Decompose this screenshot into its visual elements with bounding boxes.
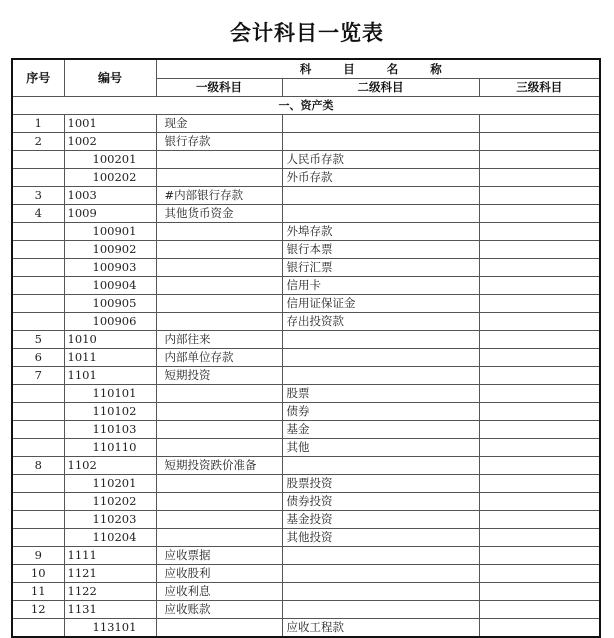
level1-cell: 应收账款 xyxy=(156,601,282,619)
level2-cell: 其他 xyxy=(282,439,479,457)
code-cell: 1131 xyxy=(64,601,156,619)
level2-cell: 银行本票 xyxy=(282,241,479,259)
seq-cell xyxy=(12,439,64,457)
code-cell: 110203 xyxy=(64,511,156,529)
header-level3: 三级科目 xyxy=(479,79,600,97)
seq-cell xyxy=(12,277,64,295)
table-row xyxy=(12,511,600,529)
table-row xyxy=(12,241,600,259)
level1-cell xyxy=(156,169,282,187)
level1-cell: 短期投资跌价准备 xyxy=(156,457,282,475)
table-row xyxy=(12,133,600,151)
table-row xyxy=(12,493,600,511)
level3-cell xyxy=(479,349,600,367)
level3-cell xyxy=(479,277,600,295)
level1-cell: 应收股利 xyxy=(156,565,282,583)
level1-cell xyxy=(156,421,282,439)
level3-cell xyxy=(479,115,600,133)
header-code: 编号 xyxy=(64,59,156,97)
code-cell: 100902 xyxy=(64,241,156,259)
table-row xyxy=(12,421,600,439)
table-row xyxy=(12,331,600,349)
level2-cell: 银行汇票 xyxy=(282,259,479,277)
level1-cell xyxy=(156,475,282,493)
level3-cell xyxy=(479,241,600,259)
code-cell: 1001 xyxy=(64,115,156,133)
level3-cell xyxy=(479,583,600,601)
level3-cell xyxy=(479,187,600,205)
header-level2: 二级科目 xyxy=(282,79,479,97)
seq-cell xyxy=(12,259,64,277)
seq-cell xyxy=(12,385,64,403)
table-row xyxy=(12,223,600,241)
code-cell: 1010 xyxy=(64,331,156,349)
level3-cell xyxy=(479,601,600,619)
level1-cell xyxy=(156,241,282,259)
seq-cell xyxy=(12,475,64,493)
seq-cell: 4 xyxy=(12,205,64,223)
level2-cell xyxy=(282,601,479,619)
level3-cell xyxy=(479,547,600,565)
level2-cell xyxy=(282,187,479,205)
table-row xyxy=(12,601,600,619)
level3-cell xyxy=(479,403,600,421)
table-row xyxy=(12,187,600,205)
table-row xyxy=(12,277,600,295)
header-subject-name: 科 目 名 称 xyxy=(156,59,600,79)
seq-cell: 3 xyxy=(12,187,64,205)
level1-cell: 应收票据 xyxy=(156,547,282,565)
code-cell: 100903 xyxy=(64,259,156,277)
level1-cell xyxy=(156,385,282,403)
level3-cell xyxy=(479,151,600,169)
level1-cell: 内部往来 xyxy=(156,331,282,349)
level1-cell xyxy=(156,313,282,331)
level3-cell xyxy=(479,223,600,241)
header-seq: 序号 xyxy=(12,59,64,97)
level3-cell xyxy=(479,421,600,439)
seq-cell xyxy=(12,421,64,439)
table-row xyxy=(12,439,600,457)
level2-cell xyxy=(282,565,479,583)
code-cell: 110101 xyxy=(64,385,156,403)
code-cell: 110110 xyxy=(64,439,156,457)
code-cell: 100202 xyxy=(64,169,156,187)
table-row xyxy=(12,151,600,169)
level3-cell xyxy=(479,493,600,511)
table-row xyxy=(12,457,600,475)
level3-cell xyxy=(479,529,600,547)
level2-cell: 信用卡 xyxy=(282,277,479,295)
seq-cell xyxy=(12,223,64,241)
level1-cell xyxy=(156,439,282,457)
level2-cell: 信用证保证金 xyxy=(282,295,479,313)
code-cell: 1121 xyxy=(64,565,156,583)
code-cell: 100905 xyxy=(64,295,156,313)
level3-cell xyxy=(479,385,600,403)
table-row xyxy=(12,475,600,493)
level3-cell xyxy=(479,367,600,385)
accounts-table xyxy=(11,58,601,638)
level2-cell: 基金投资 xyxy=(282,511,479,529)
code-cell: 100906 xyxy=(64,313,156,331)
code-cell: 1111 xyxy=(64,547,156,565)
level1-cell xyxy=(156,511,282,529)
level1-cell: 其他货币资金 xyxy=(156,205,282,223)
seq-cell xyxy=(12,493,64,511)
section-assets: 一、资产类 xyxy=(12,97,600,115)
code-cell: 110204 xyxy=(64,529,156,547)
seq-cell xyxy=(12,529,64,547)
level2-cell xyxy=(282,367,479,385)
code-cell: 110102 xyxy=(64,403,156,421)
level2-cell: 外埠存款 xyxy=(282,223,479,241)
seq-cell: 10 xyxy=(12,565,64,583)
level2-cell xyxy=(282,583,479,601)
level3-cell xyxy=(479,331,600,349)
level3-cell xyxy=(479,205,600,223)
level3-cell xyxy=(479,457,600,475)
seq-cell: 8 xyxy=(12,457,64,475)
level3-cell xyxy=(479,313,600,331)
level2-cell xyxy=(282,547,479,565)
code-cell: 1009 xyxy=(64,205,156,223)
level2-cell: 债券投资 xyxy=(282,493,479,511)
table-row xyxy=(12,367,600,385)
level1-cell: 现金 xyxy=(156,115,282,133)
level1-cell xyxy=(156,403,282,421)
seq-cell xyxy=(12,241,64,259)
level3-cell xyxy=(479,169,600,187)
level2-cell: 人民币存款 xyxy=(282,151,479,169)
level1-cell: 应收利息 xyxy=(156,583,282,601)
level2-cell: 股票投资 xyxy=(282,475,479,493)
level2-cell xyxy=(282,133,479,151)
code-cell: 110103 xyxy=(64,421,156,439)
level3-cell xyxy=(479,295,600,313)
level2-cell: 股票 xyxy=(282,385,479,403)
seq-cell: 7 xyxy=(12,367,64,385)
table-row xyxy=(12,547,600,565)
table-row xyxy=(12,205,600,223)
level2-cell: 外币存款 xyxy=(282,169,479,187)
code-cell: 1002 xyxy=(64,133,156,151)
code-cell: 113101 xyxy=(64,619,156,638)
seq-cell: 12 xyxy=(12,601,64,619)
table-row xyxy=(12,565,600,583)
code-cell: 1011 xyxy=(64,349,156,367)
level1-cell: #内部银行存款 xyxy=(156,187,282,205)
level3-cell xyxy=(479,133,600,151)
seq-cell xyxy=(12,169,64,187)
level2-cell xyxy=(282,115,479,133)
level2-cell: 其他投资 xyxy=(282,529,479,547)
seq-cell: 9 xyxy=(12,547,64,565)
seq-cell xyxy=(12,403,64,421)
level1-cell xyxy=(156,493,282,511)
code-cell: 1102 xyxy=(64,457,156,475)
level1-cell xyxy=(156,277,282,295)
level2-cell xyxy=(282,457,479,475)
level1-cell xyxy=(156,619,282,638)
code-cell: 100901 xyxy=(64,223,156,241)
seq-cell xyxy=(12,295,64,313)
level1-cell xyxy=(156,529,282,547)
level1-cell xyxy=(156,151,282,169)
level1-cell: 银行存款 xyxy=(156,133,282,151)
seq-cell xyxy=(12,619,64,638)
code-cell: 110202 xyxy=(64,493,156,511)
seq-cell: 2 xyxy=(12,133,64,151)
table-row xyxy=(12,583,600,601)
level1-cell: 短期投资 xyxy=(156,367,282,385)
seq-cell: 5 xyxy=(12,331,64,349)
level1-cell xyxy=(156,223,282,241)
seq-cell xyxy=(12,511,64,529)
level3-cell xyxy=(479,439,600,457)
code-cell: 1101 xyxy=(64,367,156,385)
table-row xyxy=(12,349,600,367)
level2-cell: 存出投资款 xyxy=(282,313,479,331)
seq-cell: 1 xyxy=(12,115,64,133)
code-cell: 1003 xyxy=(64,187,156,205)
level1-cell: 内部单位存款 xyxy=(156,349,282,367)
table-row xyxy=(12,295,600,313)
seq-cell: 6 xyxy=(12,349,64,367)
level2-cell: 债券 xyxy=(282,403,479,421)
code-cell: 1122 xyxy=(64,583,156,601)
page-title: 会计科目一览表 xyxy=(230,21,384,45)
level2-cell xyxy=(282,331,479,349)
level3-cell xyxy=(479,475,600,493)
seq-cell xyxy=(12,151,64,169)
level3-cell xyxy=(479,511,600,529)
level2-cell xyxy=(282,349,479,367)
table-row xyxy=(12,385,600,403)
seq-cell: 11 xyxy=(12,583,64,601)
code-cell: 110201 xyxy=(64,475,156,493)
level1-cell xyxy=(156,295,282,313)
level1-cell xyxy=(156,259,282,277)
table-row xyxy=(12,115,600,133)
header-level1: 一级科目 xyxy=(156,79,282,97)
level3-cell xyxy=(479,259,600,277)
seq-cell xyxy=(12,313,64,331)
level2-cell xyxy=(282,205,479,223)
code-cell: 100904 xyxy=(64,277,156,295)
level3-cell xyxy=(479,565,600,583)
table-row xyxy=(12,259,600,277)
code-cell: 100201 xyxy=(64,151,156,169)
level2-cell: 应收工程款 xyxy=(282,619,479,638)
table-row xyxy=(12,313,600,331)
level3-cell xyxy=(479,619,600,638)
level2-cell: 基金 xyxy=(282,421,479,439)
table-row xyxy=(12,529,600,547)
table-row xyxy=(12,403,600,421)
table-row xyxy=(12,169,600,187)
table-row xyxy=(12,619,600,638)
